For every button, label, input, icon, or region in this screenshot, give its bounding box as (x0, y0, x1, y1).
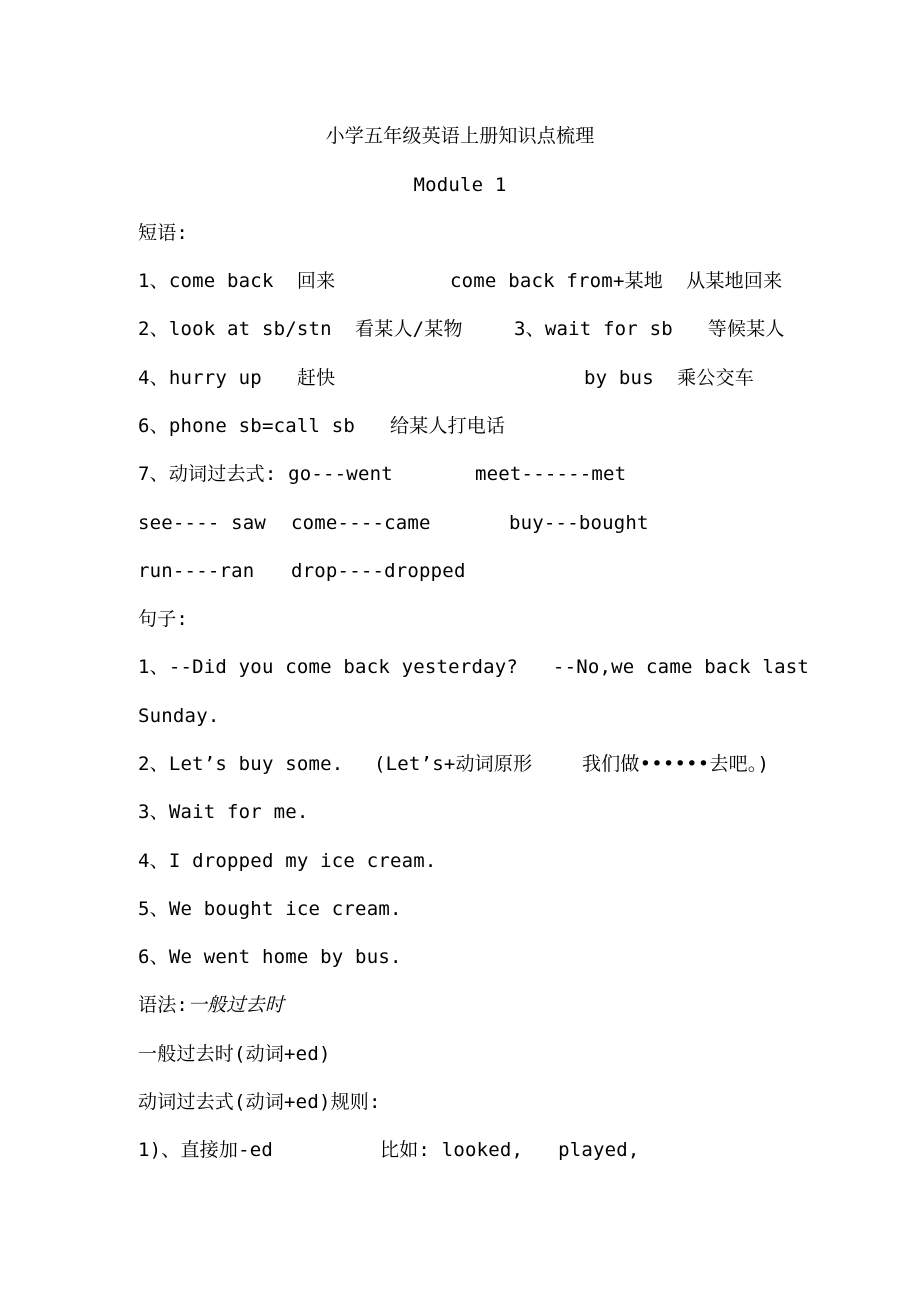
verb-buy: buy---bought (509, 512, 649, 534)
sentence-1-cont: Sunday. (138, 705, 220, 727)
phrase-1-extra: come back from+某地 从某地回来 (450, 270, 783, 292)
grammar-topic: 一般过去时 (188, 994, 285, 1016)
page-title: 小学五年级英语上册知识点梳理 (325, 125, 595, 147)
sentence-2-meaning: 我们做••••••去吧。) (582, 753, 770, 775)
verb-meet: meet------met (475, 463, 627, 485)
phrase-3: 3、wait for sb 等候某人 (514, 318, 785, 340)
grammar-label: 语法: (138, 994, 189, 1016)
sentence-2-note: (Let’s+动词原形 (374, 753, 533, 775)
module-heading: Module 1 (413, 174, 507, 196)
sentences-heading: 句子: (138, 608, 189, 630)
verb-come: come----came (291, 512, 431, 534)
rule-1: 1)、直接加-ed (138, 1139, 273, 1161)
phrase-4: 4、hurry up 赶快 (138, 367, 336, 389)
sentence-6: 6、We went home by bus. (138, 946, 402, 968)
phrases-heading: 短语: (138, 222, 189, 244)
phrase-6: 6、phone sb=call sb 给某人打电话 (138, 415, 506, 437)
sentence-5: 5、We bought ice cream. (138, 898, 402, 920)
phrase-7: 7、动词过去式: go---went (138, 463, 393, 485)
phrase-2: 2、look at sb/stn 看某人/某物 (138, 318, 463, 340)
sentence-1: 1、--Did you come back yesterday? --No,we came back last (138, 656, 809, 678)
grammar-definition: 一般过去时(动词+ed) (138, 1043, 331, 1065)
sentence-2: 2、Let’s buy some. (138, 753, 344, 775)
rule-heading: 动词过去式(动词+ed)规则: (138, 1091, 381, 1113)
sentence-4: 4、I dropped my ice cream. (138, 850, 437, 872)
grammar-line (138, 993, 284, 1017)
verb-see: see---- saw (138, 512, 267, 534)
phrase-1: 1、come back 回来 (138, 270, 336, 292)
verb-run: run----ran (138, 560, 255, 582)
rule-1-example: 比如: looked, played, (380, 1139, 640, 1161)
phrase-5: by bus 乘公交车 (584, 367, 754, 389)
verb-drop: drop----dropped (291, 560, 466, 582)
sentence-3: 3、Wait for me. (138, 801, 309, 823)
